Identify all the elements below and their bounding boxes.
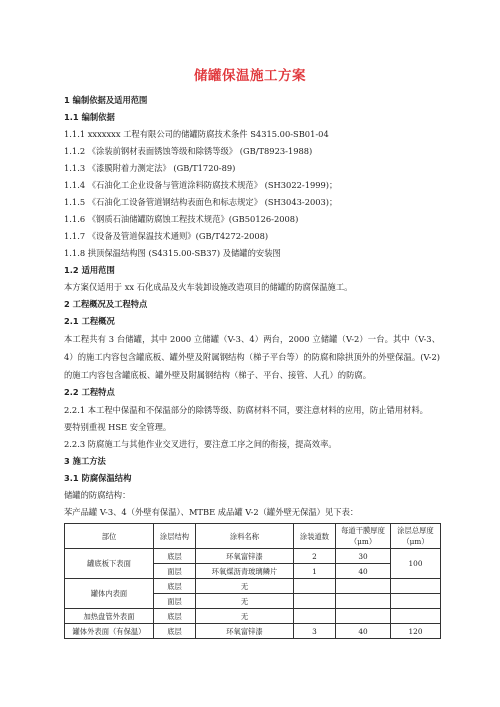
table-cell: 罐底板下表面: [65, 549, 154, 579]
table-cell: 环氧富锌漆: [196, 624, 294, 639]
section-3-heading: 3 施工方法: [64, 456, 106, 466]
table-cell: [391, 579, 441, 594]
table-row: [65, 579, 441, 594]
basis-item: 1.1.4 《石油化工企业设备与管道涂料防腐技术规范》 (SH3022-1999)；: [64, 180, 338, 190]
table-cell: 罐体内表面: [65, 579, 154, 609]
basis-item: 1.1.5 《石油化工设备管道钢结构表面色和标志规定》 (SH3043-2003)；: [64, 197, 338, 207]
basis-item: 1.1.8 拱顶保温结构图 (S4315.00-SB37) 及储罐的安装图: [64, 248, 281, 258]
scope-text: 本方案仅适用于 xx 石化成品及火车装卸设施改造项目的储罐的防腐保温施工。: [64, 282, 353, 292]
table-header-cell: 涂装道数: [294, 524, 336, 549]
feature-item: 2.2.1 本工程中保温和不保温部分的除锈等级、防腐材料不同，要注意材料的应用，防止错用材料。: [64, 405, 428, 415]
table-cell: 1: [294, 564, 336, 579]
table-header-cell: 部位: [65, 524, 154, 549]
table-cell: 加热盘管外表面: [65, 609, 154, 624]
table-header-row: [65, 524, 441, 549]
table-cell: 面层: [154, 564, 196, 579]
table-cell: 环氧煤沥青玻璃鳞片: [196, 564, 294, 579]
basis-item: 1.1.6 《钢质石油储罐防腐蚀工程技术规范》(GB50126-2008): [64, 214, 299, 224]
table-cell: 环氧富锌漆: [196, 549, 294, 564]
section-3-1-heading: 3.1 防腐保温结构: [64, 473, 132, 483]
document-body: [64, 92, 440, 639]
table-cell: 底层: [154, 579, 196, 594]
table-cell: 无: [196, 579, 294, 594]
table-cell: 底层: [154, 549, 196, 564]
overview-paragraph: 本工程共有 3 台储罐，其中 2000 立储罐（V-3、4）两台，2000 立储罐（V-2）一台。其中（V-3、4）的施工内容包含罐底板、罐外壁及附属钢结构（梯子平台等）的防腐和除拱顶外的外壁保温。(V-2)的施工内容包含罐底板、罐外壁及附属钢结构（梯子、平台、接管、人孔）的防腐。: [64, 334, 440, 380]
table-cell: [336, 579, 391, 594]
table-header-cell: 每道干膜厚度（μm）: [336, 524, 391, 549]
table-cell: 罐体外表面（有保温）: [65, 624, 154, 639]
basis-item: 1.1.2 《涂装前钢材表面锈蚀等级和除锈等级》 (GB/T8923-1988): [64, 146, 313, 156]
structure-line: 苯产品罐 V-3、4（外壁有保温）、MTBE 成品罐 V-2（罐外壁无保温）见下表：: [64, 507, 359, 517]
table-row: [65, 609, 441, 624]
basis-item: 1.1.1 xxxxxxx 工程有限公司的储罐防腐技术条件 S4315.00-SB01-04: [64, 129, 329, 139]
basis-item: 1.1.3 《漆膜附着力测定法》 (GB/T1720-89): [64, 163, 236, 173]
table-cell: [294, 609, 336, 624]
document-title: 储罐保温施工方案: [194, 68, 306, 84]
table-cell: 无: [196, 594, 294, 609]
table-cell: 2: [294, 549, 336, 564]
feature-item: 2.2.3 防腐施工与其他作业交叉进行，要注意工序之间的衔接，提高效率。: [64, 439, 337, 449]
section-2-2-heading: 2.2 工程特点: [64, 387, 115, 397]
table-header-cell: 涂层总厚度（μm）: [391, 524, 441, 549]
structure-line: 储罐的防腐结构：: [64, 490, 131, 500]
table-cell: 面层: [154, 594, 196, 609]
table-cell: [294, 579, 336, 594]
table-row: [65, 624, 441, 639]
section-2-1-heading: 2.1 工程概况: [64, 316, 115, 326]
table-cell: 100: [391, 549, 441, 579]
table-cell: 底层: [154, 609, 196, 624]
feature-item: 要特别重视 HSE 安全管理。: [64, 422, 172, 432]
table-cell: 无: [196, 609, 294, 624]
section-1-heading: 1 编制依据及适用范围: [64, 95, 148, 105]
table-cell: 120: [391, 624, 441, 639]
section-1-2-heading: 1.2 适用范围: [64, 265, 115, 275]
table-cell: [294, 594, 336, 609]
table-cell: 底层: [154, 624, 196, 639]
table-cell: [391, 594, 441, 609]
table-header-cell: 涂层结构: [154, 524, 196, 549]
basis-item: 1.1.7 《设备及管道保温技术通则》(GB/T4272-2008): [64, 231, 269, 241]
table-header-cell: 涂料名称: [196, 524, 294, 549]
section-1-1-heading: 1.1 编制依据: [64, 112, 115, 122]
table-cell: 40: [336, 564, 391, 579]
table-cell: 40: [336, 624, 391, 639]
table-cell: [391, 609, 441, 624]
table-cell: [336, 594, 391, 609]
section-2-heading: 2 工程概况及工程特点: [64, 299, 148, 309]
coating-table: [64, 523, 441, 639]
table-row: [65, 549, 441, 564]
table-cell: 30: [336, 549, 391, 564]
table-cell: 3: [294, 624, 336, 639]
table-cell: [336, 609, 391, 624]
